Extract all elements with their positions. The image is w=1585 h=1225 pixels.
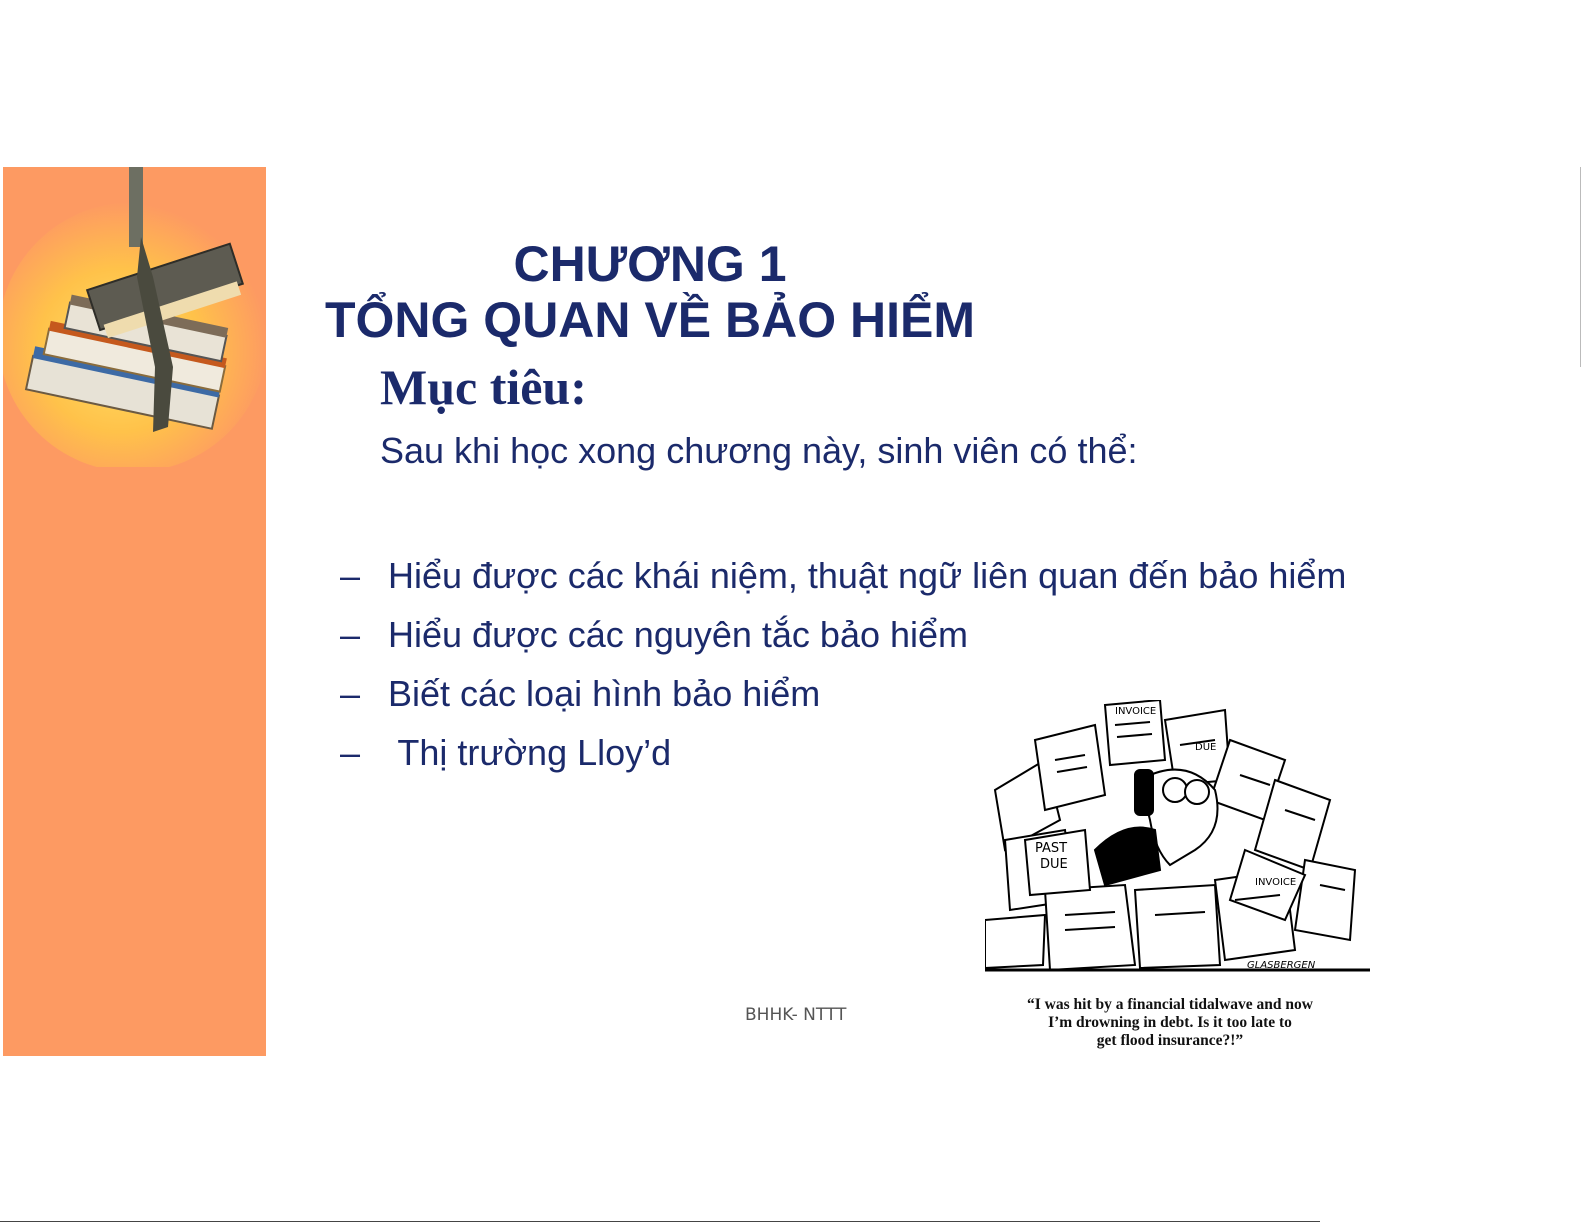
chapter-title: CHƯƠNG 1	[513, 236, 787, 292]
bullet-text: Thị trường Lloy’d	[388, 732, 672, 773]
bullet-text: Hiểu được các nguyên tắc bảo hiểm	[388, 614, 969, 655]
caption-line: get flood insurance?!”	[1096, 1032, 1244, 1049]
bullet-text: Hiểu được các khái niệm, thuật ngữ liên quan đến bảo hiểm	[388, 555, 1347, 596]
chapter-subtitle: TỔNG QUAN VỀ BẢO HIỂM	[324, 292, 976, 348]
bullet-marker: –	[340, 732, 361, 773]
cartoon-label: PAST	[1035, 841, 1068, 856]
bullet-marker: –	[340, 673, 361, 714]
cartoon-label: DUE	[1195, 742, 1217, 753]
bullet-marker: –	[340, 555, 361, 596]
caption-line: “I was hit by a financial tidalwave and now	[1027, 996, 1313, 1013]
caption-line: I’m drowning in debt. Is it too late to	[1048, 1014, 1292, 1031]
cartoon-label: INVOICE	[1115, 706, 1157, 717]
page-edge	[1580, 167, 1581, 367]
debt-cartoon-image	[985, 700, 1370, 985]
list-item	[340, 615, 1346, 674]
list-item	[340, 556, 1346, 615]
slide-footer: BHHK- NTTT	[745, 1005, 847, 1025]
objectives-heading: Mục tiêu:	[380, 359, 587, 415]
cartoon-label: DUE	[1040, 857, 1068, 872]
page-divider	[0, 1221, 1320, 1222]
cartoon-label: INVOICE	[1255, 877, 1297, 888]
cartoon-signature: GLASBERGEN	[1247, 960, 1316, 971]
cartoon-caption	[990, 996, 1350, 1050]
bullet-text: Biết các loại hình bảo hiểm	[388, 673, 821, 714]
bullet-marker: –	[340, 614, 361, 655]
objectives-intro: Sau khi học xong chương này, sinh viên có thể:	[380, 430, 1138, 471]
